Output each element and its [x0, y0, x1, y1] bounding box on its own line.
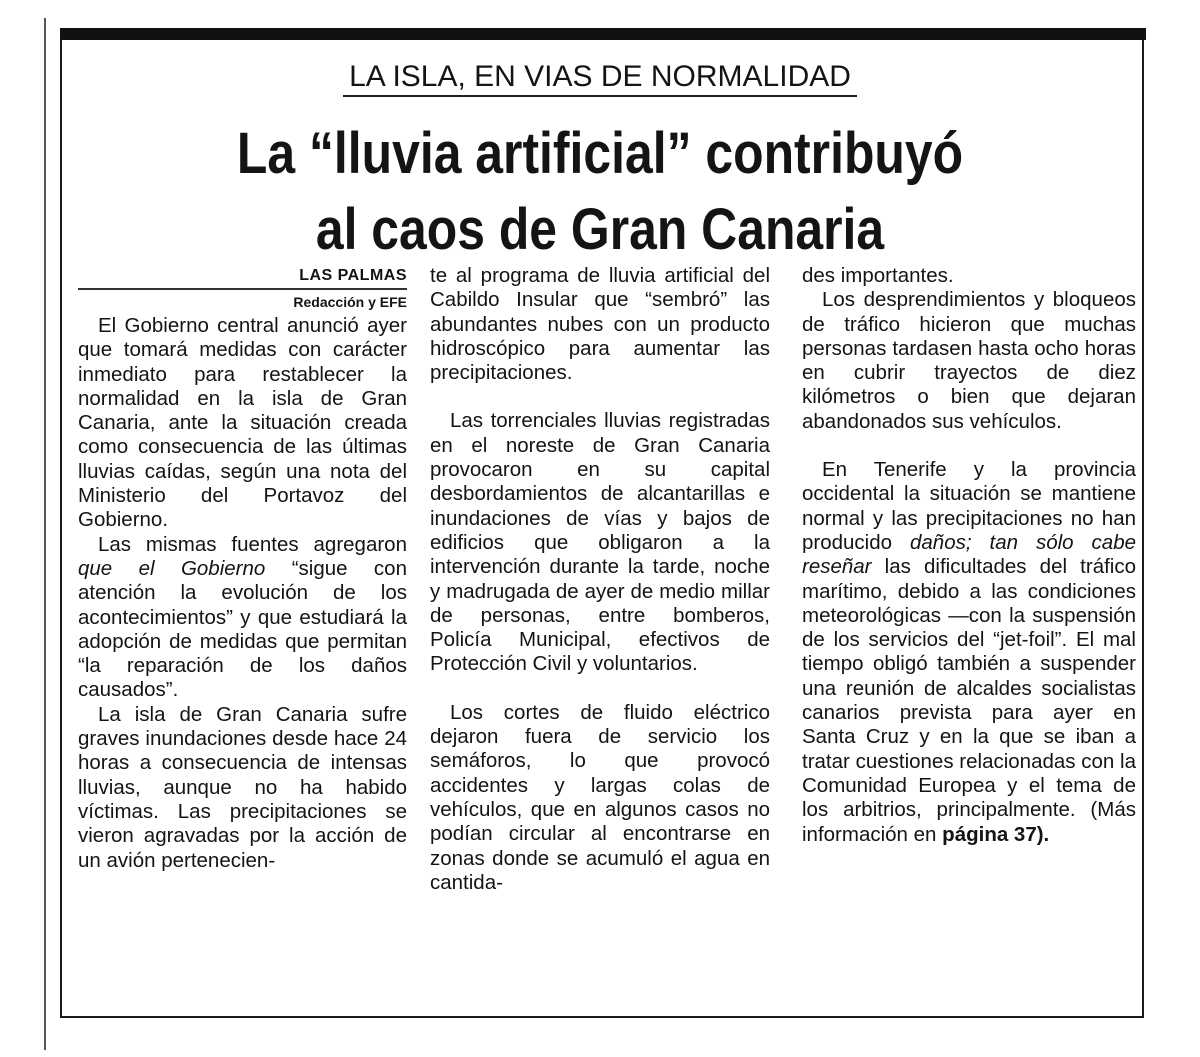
column-1 [78, 264, 407, 873]
dateline: LAS PALMAS [78, 264, 407, 290]
headline-line-2: al caos de Gran Canaria [315, 197, 885, 262]
headline [84, 116, 1116, 268]
column-2 [430, 264, 770, 895]
kicker-text: LA ISLA, EN VIAS DE NORMALIDAD [343, 60, 857, 97]
paragraph: des importantes. [802, 264, 954, 287]
paragraph: La isla de Gran Canaria sufre graves inundaciones desde hace 24 horas a consecuencia de intensas lluvias, aunque no ha habido víctimas. Las precipitaciones se vieron agravadas por la acción de un avión pertenecien- [78, 702, 407, 872]
byline: Redacción y EFE [293, 294, 407, 310]
paragraph: Los desprendimientos y bloqueos de tráfico hicieron que muchas personas tardasen hasta ocho horas en cubrir trayectos de diez kilómetros o bien que dejaran abandonados sus vehículos. [802, 288, 1136, 433]
italic-text: daños; tan sólo cabe reseñar [802, 530, 1136, 579]
paragraph: Las mismas fuentes agregaron que el Gobierno “sigue con atención la evolución de los acontecimientos” y que estudiará la adopción de medidas que permitan “la reparación de los daños causados”. [78, 532, 407, 702]
page-reference: página 37 [942, 822, 1037, 846]
paragraph: Las torrenciales lluvias registradas en el noreste de Gran Canaria provocaron en su capital desbordamientos de alcantarillas e inundaciones de vías y bajos de edificios que obligaron a la intervención durante la tarde, noche y madrugada de ayer de medio millar de personas, entre bomberos, Policía Municipal, efectivos de Protección Civil y voluntarios. [430, 409, 770, 676]
italic-text: que el Gobierno [78, 556, 266, 580]
paragraph: En Tenerife y la provincia occidental la situación se mantiene normal y las precipitaciones no han producido daños; tan sólo cabe reseñar las dificultades del tráfico marítimo, debido a las condiciones meteorológicas —con la suspensión de los servicios del “jet-foil”. El mal tiempo obligó también a suspender una reunión de alcaldes socialistas canarios prevista para ayer en Santa Cruz y en la que se iban a tratar cuestiones relacionadas con la Comunidad Europea y el tema de los arbitrios, principalmente. (Más información en página 37). [802, 458, 1136, 846]
paragraph: te al programa de lluvia artificial del Cabildo Insular que “sembró” las abundantes nubes con un producto hidroscópico para aumentar las precipitaciones. [430, 264, 770, 385]
paragraph: Los cortes de fluido eléctrico dejaron fuera de servicio los semáforos, lo que provocó accidentes y largas colas de vehículos, que en algunos casos no podían circular al encontrarse en zonas donde se acumuló el agua en cantida- [430, 700, 770, 894]
top-rule [60, 28, 1146, 40]
headline-line-1: La “lluvia artificial” contribuyó [236, 121, 964, 186]
kicker [0, 60, 1200, 94]
margin-rule [44, 18, 46, 1050]
paragraph: El Gobierno central anunció ayer que tomará medidas con carácter inmediato para restablecer la normalidad en la isla de Gran Canaria, ante la situación creada como consecuencia de las últimas lluvias caídas, según una nota del Ministerio del Portavoz del Gobierno. [78, 314, 407, 532]
column-3 [802, 264, 1136, 847]
